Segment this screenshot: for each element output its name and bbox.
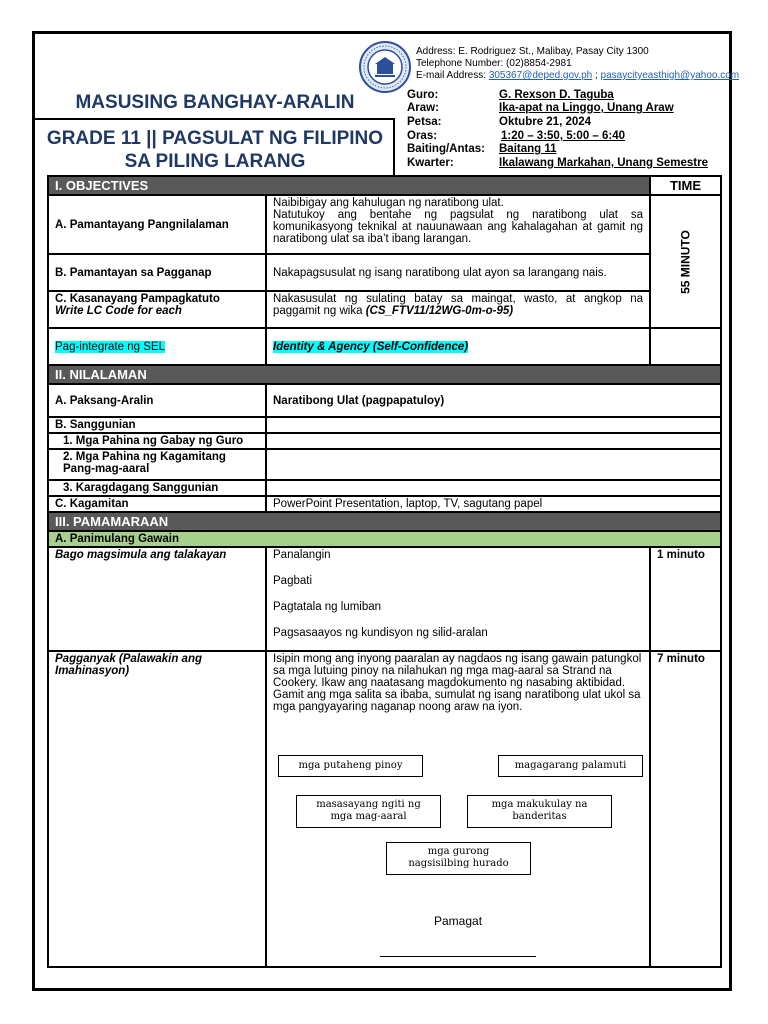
lc-code: (CS_FTV11/12WG-0m-o-95) <box>365 305 514 317</box>
info-label-baitang: Baiting/Antas: <box>407 143 485 155</box>
pagganyak-label: Pagganyak (Palawakin ang Imahinasyon) <box>48 651 266 967</box>
gabay-guro-value <box>266 433 721 449</box>
time-total: 55 MINUTO <box>678 229 693 294</box>
info-label-guro: Guro: <box>407 89 439 101</box>
word-box-putaheng-pinoy: mga putaheng pinoy <box>278 755 423 777</box>
address-line: Address: E. Rodriguez St., Malibay, Pasay City 1300 <box>416 46 649 57</box>
objective-a-text <box>266 195 650 254</box>
info-label-petsa: Petsa: <box>407 116 442 128</box>
school-seal-icon <box>358 40 412 94</box>
list-item: Pagtatala ng lumiban <box>273 601 382 613</box>
sel-time-cell <box>650 328 721 365</box>
objective-b-label: B. Pamantayan sa Pagganap <box>48 254 266 291</box>
objective-c-body: Nakasusulat ng sulating batay sa maingat, wasto, at angkop na paggamit ng wika <box>273 293 644 317</box>
email-label: E-mail Address: <box>416 70 489 81</box>
bago-magsimula-time: 1 minuto <box>650 547 721 651</box>
time-heading: TIME <box>650 176 721 195</box>
kagamitang-mag-aaral-label: 2. Mga Pahina ng Kagamitang Pang-mag-aaral <box>48 449 266 480</box>
list-item: Pagbati <box>273 575 313 587</box>
section-objectives-heading: I. OBJECTIVES <box>48 176 650 195</box>
word-box-banderitas: mga makukulay na banderitas <box>467 795 612 828</box>
paksang-aralin-label: A. Paksang-Aralin <box>48 384 266 417</box>
time-total-cell <box>650 195 721 328</box>
list-item: Pagsasaayos ng kundisyon ng silid-aralan <box>273 627 488 639</box>
objective-c-sublabel: Write LC Code for each <box>55 305 182 317</box>
bago-magsimula-list <box>266 547 650 651</box>
sel-label-cell <box>48 328 266 365</box>
info-label-kwarter: Kwarter: <box>407 157 454 169</box>
sanggunian-label: B. Sanggunian <box>48 417 266 433</box>
email-link-yahoo[interactable]: pasaycityeasthigh@yahoo.com <box>600 70 740 81</box>
lesson-table <box>47 175 722 968</box>
telephone-line: Telephone Number: (02)8854-2981 <box>416 58 572 69</box>
school-address <box>416 46 739 82</box>
kagamitan-text: PowerPoint Presentation, laptop, TV, sagutang papel <box>266 496 721 512</box>
word-box-palamuti: magagarang palamuti <box>498 755 643 777</box>
gabay-guro-label: 1. Mga Pahina ng Gabay ng Guro <box>48 433 266 449</box>
objective-a-line2: Natutukoy ang bentahe ng pagsulat ng naratibong ulat sa komunikasyong teknikal at nauunawaan ang kahalagahan at gamit ng naratibong ulat sa iba’t ibang larangan. <box>273 209 644 245</box>
karagdagang-sanggunian-label: 3. Karagdagang Sanggunian <box>48 480 266 496</box>
info-value-oras: 1:20 – 3:50, 5:00 – 6:40 <box>501 130 626 142</box>
objective-a-line1: Naibibigay ang kahulugan ng naratibong ulat. <box>273 197 504 209</box>
info-label-araw: Araw: <box>407 102 439 114</box>
sel-text-cell <box>266 328 650 365</box>
objective-c-label: C. Kasanayang Pampagkatuto <box>55 293 220 305</box>
objective-a-label: A. Pamantayang Pangnilalaman <box>48 195 266 254</box>
kagamitan-label: C. Kagamitan <box>48 496 266 512</box>
sel-label: Pag-integrate ng SEL <box>55 340 165 353</box>
pamagat-blank-line[interactable] <box>380 956 536 957</box>
info-value-kwarter: Ikalawang Markahan, Unang Semestre <box>499 157 708 169</box>
objective-c-label-cell <box>48 291 266 328</box>
info-value-araw: Ika-apat na Linggo, Unang Araw <box>499 102 674 114</box>
info-value-baitang: Baitang 11 <box>499 143 557 155</box>
objective-b-text: Nakapagsusulat ng isang naratibong ulat ayon sa larangang nais. <box>266 254 650 291</box>
panimulang-gawain-heading: A. Panimulang Gawain <box>48 531 721 547</box>
pagganyak-text: Isipin mong ang inyong paaralan ay nagdaos ng isang gawain patungkol sa mga lutuing pinoy na nilahukan ng mga mag-aaral sa Strand na Cookery. Ikaw ang naatasang magdokumento ng nasabing aktibidad. Gamit ang mga salita sa ibaba, sumulat ng isang naratibong ulat ukol sa mga pangyayaring naganap noong araw na iyon. <box>273 653 642 713</box>
email-separator: ; <box>592 70 601 81</box>
email-line <box>416 70 739 82</box>
section-pamamaraan-heading: III. PAMAMARAAN <box>48 512 721 531</box>
objective-c-text <box>266 291 650 328</box>
sanggunian-value <box>266 417 721 433</box>
bago-magsimula-label: Bago magsimula ang talakayan <box>48 547 266 651</box>
list-item: Panalangin <box>273 549 331 561</box>
info-value-guro: G. Rexson D. Taguba <box>499 89 614 101</box>
karagdagang-sanggunian-value <box>266 480 721 496</box>
pagganyak-time: 7 minuto <box>650 651 721 967</box>
pamagat-label: Pamagat <box>434 914 483 928</box>
paksang-aralin-text: Naratibong Ulat (pagpapatuloy) <box>266 384 721 417</box>
section-nilalaman-heading: II. NILALAMAN <box>48 365 721 384</box>
lesson-plan-title: MASUSING BANGHAY-ARALIN <box>75 92 355 113</box>
info-label-oras: Oras: <box>407 130 438 142</box>
sel-text: Identity & Agency (Self-Confidence) <box>273 340 469 353</box>
kagamitang-mag-aaral-value <box>266 449 721 480</box>
info-value-petsa: Oktubre 21, 2024 <box>499 116 592 128</box>
subject-title: GRADE 11 || PAGSULAT NG FILIPINO SA PILING LARANG <box>46 128 384 172</box>
email-link-deped[interactable]: 305367@deped.gov.ph <box>488 70 593 81</box>
word-box-ngiti: masasayang ngiti ng mga mag-aaral <box>296 795 441 828</box>
word-box-hurado: mga gurong nagsisilbing hurado <box>386 842 531 875</box>
